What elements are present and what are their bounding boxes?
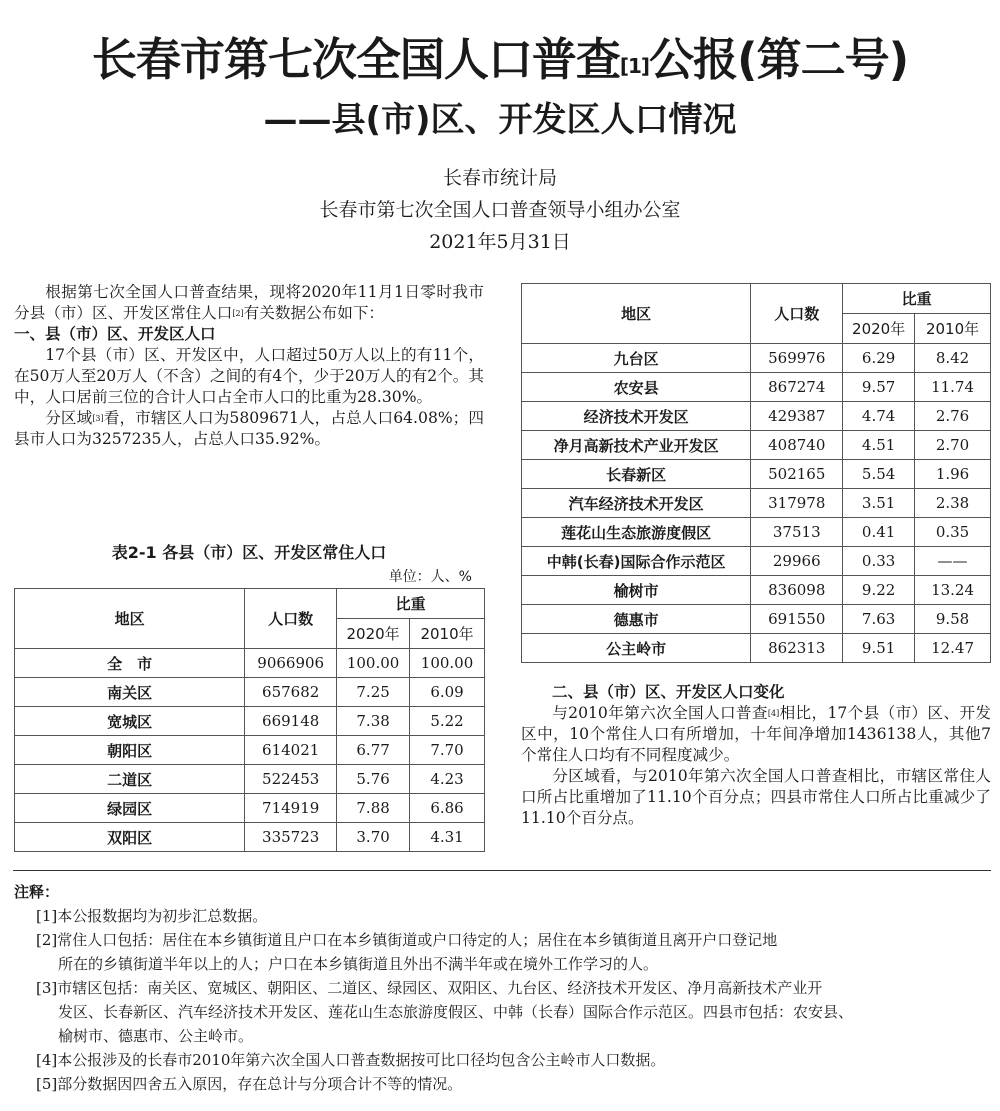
table-row [15,765,485,794]
table-row [522,576,991,605]
table-row [15,678,485,707]
region-cell: 全 市 [15,649,245,678]
population-table-part1 [14,588,485,852]
table-row [15,794,485,823]
section1-heading: 一、县（市）区、开发区人口 [14,325,216,343]
section2-paragraph1 [521,703,991,766]
region-cell: 长春新区 [522,460,751,489]
intro-paragraph [14,282,484,324]
population-cell: 714919 [245,794,337,823]
notes [14,880,990,1096]
col-header-2010: 2010年 [915,314,991,344]
col-header-share: 比重 [337,589,485,619]
note-1: [1]本公报数据均为初步汇总数据。 [36,907,268,925]
table-row [522,547,991,576]
share-2020-cell: 3.70 [337,823,410,852]
share-2010-cell: 8.42 [915,344,991,373]
section2-paragraph2: 分区域看，与2010年第六次全国人口普查相比，市辖区常住人口所占比重增加了11.10个百分点；四县市常住人口所占比重减少了11.10个百分点。 [521,767,991,827]
share-2020-cell: 100.00 [337,649,410,678]
col-header-share: 比重 [843,284,991,314]
table-caption: 表2-1 各县（市）区、开发区常住人口 [111,543,387,562]
share-2010-cell: —— [915,547,991,576]
share-2010-cell: 5.22 [410,707,485,736]
note-3-line1: [3]市辖区包括：南关区、宽城区、朝阳区、二道区、绿园区、双阳区、九台区、经济技术开发区、净月高新技术产业开 [36,979,823,997]
share-2010-cell: 2.38 [915,489,991,518]
region-footnote-ref: [3] [92,414,104,423]
share-2020-cell: 7.38 [337,707,410,736]
share-2020-cell: 4.74 [843,402,915,431]
col-header-2010: 2010年 [410,619,485,649]
table-row [15,707,485,736]
region-cell: 绿园区 [15,794,245,823]
region-cell: 榆树市 [522,576,751,605]
table-row [522,431,991,460]
share-2020-cell: 9.51 [843,634,915,663]
col-header-2020: 2020年 [843,314,915,344]
share-2010-cell: 1.96 [915,460,991,489]
intro-footnote-ref: [2] [232,309,244,318]
region-cell: 净月高新技术产业开发区 [522,431,751,460]
bulletin-title [0,30,1000,90]
col-header-region: 地区 [15,589,245,649]
table-row [15,823,485,852]
region-cell: 双阳区 [15,823,245,852]
note-5: [5]部分数据因四舍五入原因，存在总计与分项合计不等的情况。 [36,1075,463,1093]
share-2010-cell: 7.70 [410,736,485,765]
share-2020-cell: 9.57 [843,373,915,402]
population-cell: 614021 [245,736,337,765]
region-text-b: 看，市辖区人口为5809671人，占总人口64.08%；四县市人口为3257235人，占总人口35.92%。 [14,409,484,448]
population-cell: 691550 [751,605,843,634]
share-2010-cell: 11.74 [915,373,991,402]
population-cell: 867274 [751,373,843,402]
population-cell: 317978 [751,489,843,518]
region-cell: 九台区 [522,344,751,373]
col-header-2020: 2020年 [337,619,410,649]
population-cell: 569976 [751,344,843,373]
share-2010-cell: 2.76 [915,402,991,431]
share-2020-cell: 7.25 [337,678,410,707]
table-row [522,460,991,489]
region-text-a: 分区域 [45,409,93,427]
note-4: [4]本公报涉及的长春市2010年第六次全国人口普查数据按可比口径均包含公主岭市人口数据。 [36,1051,666,1069]
table-row [522,605,991,634]
share-2010-cell: 4.23 [410,765,485,794]
population-cell: 37513 [751,518,843,547]
share-2010-cell: 6.09 [410,678,485,707]
region-cell: 南关区 [15,678,245,707]
region-cell: 莲花山生态旅游度假区 [522,518,751,547]
note-2-line2: 所在的乡镇街道半年以上的人；户口在本乡镇街道且外出不满半年或在境外工作学习的人。 [58,955,659,973]
population-cell: 522453 [245,765,337,794]
share-2020-cell: 7.63 [843,605,915,634]
note-3-line3: 榆树市、德惠市、公主岭市。 [58,1027,254,1045]
region-cell: 朝阳区 [15,736,245,765]
intro-text-b: 有关数据公布如下： [243,304,385,322]
note-2-line1: [2]常住人口包括：居住在本乡镇街道且户口在本乡镇街道或户口待定的人；居住在本乡镇街道且离开户口登记地 [36,931,778,949]
section2-text-b: 相比，17个县（市）区、开发区中，10个常住人口有所增加，十年间净增加1436138人，其他7个常住人口均有不同程度减少。 [521,704,991,764]
col-header-population: 人口数 [245,589,337,649]
issuer-office: 长春市第七次全国人口普查领导小组办公室 [319,199,681,221]
population-cell: 657682 [245,678,337,707]
table-row [15,649,485,678]
share-2010-cell: 9.58 [915,605,991,634]
share-2020-cell: 5.76 [337,765,410,794]
population-cell: 429387 [751,402,843,431]
section2-text-a: 与2010年第六次全国人口普查 [552,704,768,722]
table-row [522,634,991,663]
share-2020-cell: 5.54 [843,460,915,489]
issuer-bureau: 长春市统计局 [442,167,557,189]
bulletin-subtitle: ——县(市)区、开发区人口情况 [263,100,737,140]
table-unit: 单位：人、% [388,569,472,585]
population-cell: 669148 [245,707,337,736]
table-row [522,373,991,402]
share-2020-cell: 6.77 [337,736,410,765]
region-paragraph [14,408,484,450]
population-table-part2 [521,283,991,663]
population-cell: 29966 [751,547,843,576]
share-2010-cell: 13.24 [915,576,991,605]
left-column [14,282,484,450]
share-2010-cell: 0.35 [915,518,991,547]
population-cell: 408740 [751,431,843,460]
table-row [522,489,991,518]
region-cell: 德惠市 [522,605,751,634]
population-cell: 335723 [245,823,337,852]
region-cell: 二道区 [15,765,245,794]
table-row [15,736,485,765]
col-header-population: 人口数 [751,284,843,344]
section2-footnote-ref: [4] [767,709,780,718]
share-2020-cell: 6.29 [843,344,915,373]
table-row [522,518,991,547]
title-footnote-ref: [1] [619,54,650,78]
bulletin-title-tail: 公报(第二号) [649,33,909,86]
region-cell: 中韩(长春)国际合作示范区 [522,547,751,576]
notes-divider [13,870,991,871]
region-cell: 经济技术开发区 [522,402,751,431]
bulletin-title-text: 长春市第七次全国人口普查 [91,33,620,86]
section2 [521,682,991,829]
intro-text-a: 根据第七次全国人口普查结果，现将2020年11月1日零时我市分县（市）区、开发区常住人口 [14,283,484,322]
share-2020-cell: 0.41 [843,518,915,547]
share-2010-cell: 4.31 [410,823,485,852]
region-cell: 宽城区 [15,707,245,736]
population-cell: 836098 [751,576,843,605]
notes-heading: 注释： [14,883,60,901]
share-2010-cell: 100.00 [410,649,485,678]
share-2020-cell: 4.51 [843,431,915,460]
section2-heading: 二、县（市）区、开发区人口变化 [552,683,785,701]
population-cell: 9066906 [245,649,337,678]
share-2020-cell: 9.22 [843,576,915,605]
share-2010-cell: 6.86 [410,794,485,823]
section1-paragraph: 17个县（市）区、开发区中，人口超过50万人以上的有11个，在50万人至20万人（不含）之间的有4个，少于20万人的有2个。其中，人口居前三位的合计人口占全市人口的比重为28.30%。 [14,346,484,406]
col-header-region: 地区 [522,284,751,344]
table-row [522,402,991,431]
note-3-line2: 发区、长春新区、汽车经济技术开发区、莲花山生态旅游度假区、中韩（长春）国际合作示范区。四县市包括：农安县、 [58,1003,854,1021]
region-cell: 公主岭市 [522,634,751,663]
share-2010-cell: 12.47 [915,634,991,663]
table-row [522,344,991,373]
publish-date: 2021年5月31日 [429,231,571,253]
share-2010-cell: 2.70 [915,431,991,460]
share-2020-cell: 7.88 [337,794,410,823]
share-2020-cell: 0.33 [843,547,915,576]
share-2020-cell: 3.51 [843,489,915,518]
population-cell: 862313 [751,634,843,663]
population-cell: 502165 [751,460,843,489]
region-cell: 农安县 [522,373,751,402]
region-cell: 汽车经济技术开发区 [522,489,751,518]
